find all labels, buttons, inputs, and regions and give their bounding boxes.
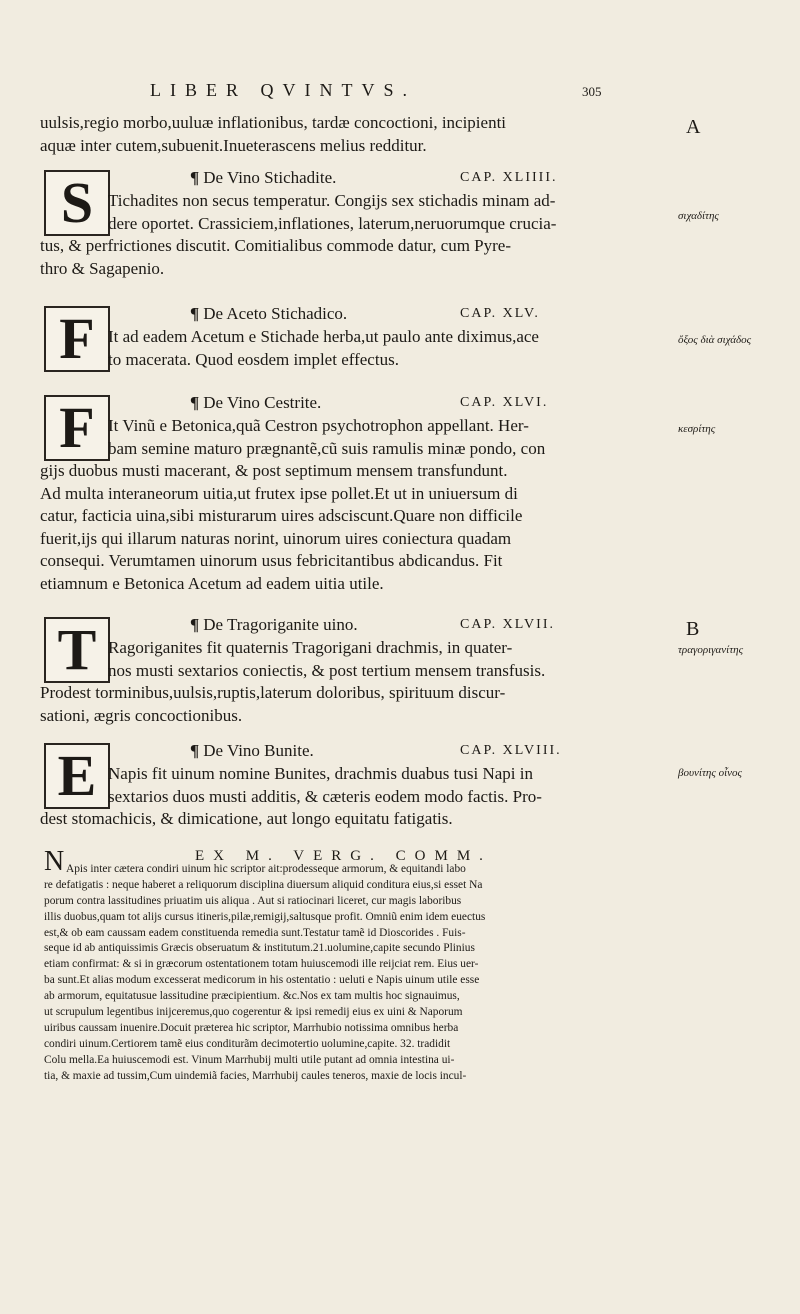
chapter-number: CAP. XLV.	[460, 306, 540, 321]
drop-cap-initial: E	[44, 743, 110, 809]
pilcrow-icon: ¶	[190, 304, 200, 323]
text-line: nos musti sextarios coniectis, & post tertium mensem transfusis.	[108, 660, 546, 680]
commentary-line: illis duobus,quam tot alijs cursus itineris,pilæ,remigij,saltusque profit. Omniũ enim idem euectus	[44, 910, 486, 923]
margin-letter-b: B	[686, 618, 700, 640]
text-line: fuerit,ijs qui illarum naturas norint, uinorum uires coniectura quadam	[40, 528, 512, 548]
commentary-line: est,& ob eam caussam eadem constituenda remedia sunt.Testatur tamẽ id Dioscorides . Fuis-	[44, 926, 466, 939]
text-line: dere oportet. Crassiciem,inflationes, laterum,neruorumque crucia-	[108, 213, 557, 233]
margin-note: τραγοριγανίτης	[678, 644, 744, 656]
chapter-number: CAP. XLIIII.	[460, 170, 558, 185]
text-line: to macerata. Quod eosdem implet effectus.	[108, 349, 399, 369]
commentary-line: seque id ab antiquissimis Græcis obseruatum & institutum.21.uolumine,capite secundo Plinius	[44, 942, 475, 955]
chapter-46	[40, 391, 670, 595]
chapter-heading	[40, 739, 670, 763]
commentary-line: etiam confirmat: & si in græcorum ostentationem totam huiuscemodi ille reijciat rem. Eius uer-	[44, 958, 479, 971]
text-line: sationi, ægris concoctionibus.	[40, 705, 243, 725]
text-line: Ad multa interaneorum uitia,ut frutex ipse pollet.Et ut in uniuersum di	[40, 483, 518, 503]
drop-cap-initial: F	[44, 306, 110, 372]
drop-cap-initial: T	[44, 617, 110, 683]
running-head: LIBER QVINTVS.	[150, 80, 416, 100]
margin-note: βουνίτης οἶνος	[678, 767, 742, 779]
text-line: catur, facticia uina,sibi misturarum uires adsciscunt.Quare non difficile	[40, 506, 523, 525]
text-line: tus, & perfrictiones discutit. Comitialibus commode datur, cum Pyre-	[40, 236, 511, 255]
continuation-text	[40, 112, 670, 157]
text-line: consequi. Verumtamen uinorum usus febricitantibus abdicandus. Fit	[40, 551, 503, 570]
text-line: Tichadites non secus temperatur. Congijs sex stichadis minam ad-	[108, 191, 556, 210]
text-line: Napis fit uinum nomine Bunites, drachmis duabus tusi Napi in	[108, 764, 533, 783]
chapter-title: De Tragoriganite uino.	[203, 615, 358, 634]
drop-cap-initial: F	[44, 395, 110, 461]
commentary-initial: N	[44, 849, 64, 875]
text-line: bam semine maturo prægnantẽ,cũ suis ramulis minæ pondo, con	[108, 438, 546, 458]
text-line: sextarios duos musti additis, & cæteris eodem modo factis. Pro-	[108, 786, 542, 806]
margin-note: κεσρίτης	[678, 423, 716, 435]
chapter-number: CAP. XLVIII.	[460, 743, 562, 758]
text-line: etiamnum e Betonica Acetum ad eadem uitia utile.	[40, 573, 384, 593]
chapter-title: De Vino Stichadite.	[203, 168, 337, 187]
pilcrow-icon: ¶	[190, 615, 200, 634]
commentary-line: Colu mella.Ea huiuscemodi est. Vinum Marrhubij multi utile putant ad omnia intestina ui-	[44, 1053, 455, 1066]
text-line: Ragoriganites fit quaternis Tragorigani drachmis, in quater-	[108, 638, 513, 657]
text-line: thro & Sagapenio.	[40, 258, 165, 278]
commentary-line: tia, & maxie ad tussim,Cum uindemiã facies, Marrhubij caules teneros, maxie de locis incul-	[44, 1069, 467, 1082]
pilcrow-icon: ¶	[190, 741, 200, 760]
text-line: It ad eadem Acetum e Stichade herba,ut paulo ante diximus,ace	[108, 327, 539, 346]
commentary-line: condiri uinum.Certiorem tamẽ eius conditurãm decimotertio uolumine,capite. 32. tradidit	[44, 1037, 451, 1050]
chapter-45	[40, 302, 670, 371]
chapter-number: CAP. XLVI.	[460, 395, 549, 410]
chapter-title: De Aceto Stichadico.	[203, 304, 348, 323]
text-line: gijs duobus musti macerant, & post septimum mensem transfundunt.	[40, 461, 508, 480]
chapter-number: CAP. XLVII.	[460, 617, 555, 632]
text-line: Prodest torminibus,uulsis,ruptis,laterum doloribus, spirituum discur-	[40, 683, 506, 702]
chapter-44	[40, 166, 670, 280]
commentary-line: ut scrupulum legentibus inijceremus,quo cogerentur & ipsi remedij eius ex uini & Naporum	[44, 1006, 463, 1019]
commentary-text	[44, 862, 670, 1084]
commentary-heading: EX M. VERG. COMM.	[195, 848, 492, 864]
chapter-title: De Vino Cestrite.	[203, 393, 322, 412]
commentary-line: Apis inter cætera condiri uinum hic scriptor ait:prodesseque armorum, & equitandi labo	[66, 863, 466, 875]
folio-number: 305	[582, 84, 602, 99]
chapter-title: De Vino Bunite.	[203, 741, 314, 760]
commentary-line: ab armorum, equitatusue lassitudine præcipientium. &c.Nos ex tam multis hoc signauimus,	[44, 990, 460, 1003]
margin-note: ὄξος διὰ σιχάδος	[678, 334, 752, 346]
chapter-heading	[40, 613, 670, 637]
pilcrow-icon: ¶	[190, 168, 200, 187]
chapter-48	[40, 739, 670, 831]
margin-note: σιχαδίτης	[678, 210, 719, 222]
pilcrow-icon: ¶	[190, 393, 200, 412]
commentary-line: porum contra lassitudines priuatim uis aliqua . Aut si ratiocinari liceret, cur magis laboribus	[44, 894, 462, 907]
text-line: uulsis,regio morbo,uuluæ inflationibus, tardæ concoctioni, incipienti	[40, 113, 507, 132]
drop-cap-initial: S	[44, 170, 110, 236]
commentary-line: uiribus caussam inuenire.Docuit præterea hic scriptor, Marrhubio notissima omnibus herba	[44, 1021, 459, 1034]
text-line: It Vinũ e Betonica,quã Cestron psychotrophon appellant. Her-	[108, 416, 529, 435]
chapter-heading	[40, 166, 670, 190]
commentary-line: ba sunt.Et alias modum excesserat medicorum in his ostentatio : ueluti e Napis uinum utile esse	[44, 974, 480, 987]
chapter-heading	[40, 302, 670, 326]
text-line: aquæ inter cutem,subuenit.Inueterascens melius redditur.	[40, 135, 427, 155]
commentary-line: re defatigatis : neque haberet a reliquorum disciplina diuersum aliquid conditura eius,si esset Na	[44, 878, 483, 891]
text-line: dest stomachicis, & dimicatione, aut longo equitatu fatigatis.	[40, 809, 453, 828]
chapter-heading	[40, 391, 670, 415]
chapter-47	[40, 613, 670, 727]
margin-letter-a: A	[686, 116, 701, 138]
